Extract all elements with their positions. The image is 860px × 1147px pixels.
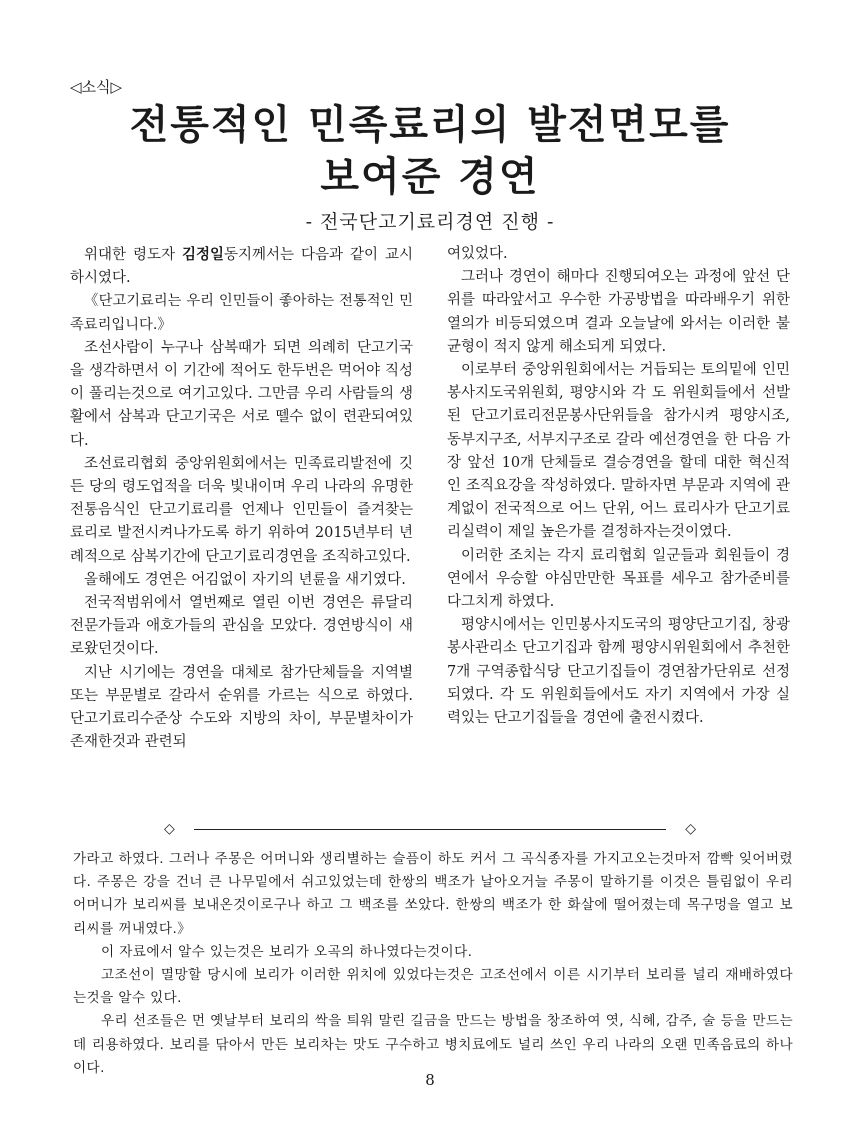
paragraph: 이러한 조치는 각지 료리협회 일군들과 회원들이 경연에서 우승할 야심만만한 목표를 세우고 참가준비를 다그치게 하였다. [447, 547, 790, 611]
continued-article [73, 848, 793, 1080]
paragraph: 우리 선조들은 먼 옛날부터 보리의 싹을 틔워 말린 길금을 만드는 방법을 창조하여 엿, 식혜, 감주, 술 등을 만드는데 리용하였다. 보리를 닦아서 만든 보리차는 맛도 구수하고 병치료에도 널리 쓰인 우리 나라의 오랜 민족음료의 하나이다. [73, 1013, 793, 1076]
paragraph-text: 동지께서는 다음과 같이 교시하시였다. [70, 247, 413, 287]
section-divider [160, 820, 700, 840]
paragraph: 올해에도 경연은 어김없이 자기의 년륜을 새기였다. [84, 571, 406, 588]
paragraph: 평양시에서는 인민봉사지도국의 평양단고기집, 창광봉사관리소 단고기집과 함께 평양시위원회에서 추천한 7개 구역종합식당 단고기집들이 경연참가단위로 선정되였다. 각 도 위원회들에서도 자기 지역에서 가장 실력있는 단고기집들을 경연에 출전시켰다. [447, 617, 790, 727]
paragraph: 전국적범위에서 열번째로 열린 이번 경연은 류달리 전문가들과 애호가들의 관심을 모았다. 경연방식이 새로왔던것이다. [70, 595, 413, 658]
paragraph: 이로부터 중앙위원회에서는 거듭되는 토의밑에 인민봉사지도국위원회, 평양시와 각 도 위원회들에서 선발된 단고기료리전문봉사단위들을 참가시켜 평양시조, 동부지구조, 서부지구조로 갈라 예선경연을 한 다음 가장 앞선 10개 단체들로 결승경연을 할데 대한 혁신적인 조직요강을 작성하였다. 말하자면 부문과 지역에 관계없이 전국적으로 어느 단위, 어느 료리사가 단고기료리실력이 제일 높은가를 결정하자는것이였다. [447, 362, 790, 541]
paragraph-text: 위대한 령도자 [84, 247, 182, 263]
leader-name: 김정일 [181, 246, 225, 263]
paragraph: 그러나 경연이 해마다 진행되여오는 과정에 앞선 단위를 따라앞서고 우수한 가공방법을 따라배우기 위한 열의가 비등되였으며 결과 오늘날에 와서는 이러한 불균형이 적지 않게 해소되게 되였다. [447, 269, 790, 355]
divider-line [194, 829, 666, 830]
paragraph [70, 243, 413, 290]
right-column [447, 243, 790, 730]
left-column [70, 243, 413, 754]
paragraph: 여있었다. [447, 246, 508, 262]
paragraph: 지난 시기에는 경연을 대체로 참가단체들을 지역별 또는 부문별로 갈라서 순위를 가르는 식으로 하였다. 단고기료리수준상 수도와 지방의 차이, 부문별차이가 존재한것과 관련되 [70, 664, 413, 751]
paragraph: 조선료리협회 중앙위원회에서는 민족료리발전에 깃든 당의 령도업적을 더욱 빛내이며 우리 나라의 유명한 전통음식인 단고기료리를 언제나 인민들이 즐겨찾는 료리로 발전시켜나가도록 하기 위하여 2015년부터 년례적으로 삼복기간에 단고기료리경연을 조직하고있다. [70, 455, 413, 565]
quotation: 《단고기료리는 우리 인민들이 좋아하는 전통적인 민족료리입니다.》 [70, 293, 413, 333]
article-subtitle: - 전국단고기료리경연 진행 - [305, 211, 555, 233]
diamond-icon: ◇ [685, 821, 696, 837]
paragraph: 이 자료에서 알수 있는것은 보리가 오곡의 하나였다는것이다. [101, 943, 473, 960]
article-title-line-1: 전통적인 민족료리의 발전면모를 [129, 102, 731, 148]
page-number: 8 [425, 1071, 435, 1089]
diamond-icon: ◇ [164, 821, 175, 837]
paragraph: 조선사람이 누구나 삼복때가 되면 의례히 단고기국을 생각하면서 이 기간에 적어도 한두번은 먹어야 직성이 풀리는것으로 여기고있다. 그만큼 우리 사람들의 생활에서 삼복과 단고기국은 서로 뗄수 없이 련관되여있다. [70, 339, 413, 449]
paragraph: 가라고 하였다. 그러나 주몽은 어머니와 생리별하는 슬픔이 하도 커서 그 곡식종자를 가지고오는것마저 깜빡 잊어버렸다. 주몽은 강을 건너 큰 나무밑에서 쉬고있었는데 한쌍의 백조가 날아오거늘 주몽이 말하기를 이것은 틀림없이 우리 어머니가 보리씨를 보내온것이로구나 하고 그 백조를 쏘았다. 한쌍의 백조가 한 화살에 떨어졌는데 목구멍을 열고 보리씨를 꺼내였다.》 [73, 851, 793, 937]
paragraph: 고조선이 멸망할 당시에 보리가 이러한 위치에 있었다는것은 고조선에서 이른 시기부터 보리를 널리 재배하였다는것을 알수 있다. [73, 967, 793, 1007]
article-title-line-2: 보여준 경연 [320, 154, 540, 200]
section-tag: ◁소식▷ [70, 78, 123, 96]
